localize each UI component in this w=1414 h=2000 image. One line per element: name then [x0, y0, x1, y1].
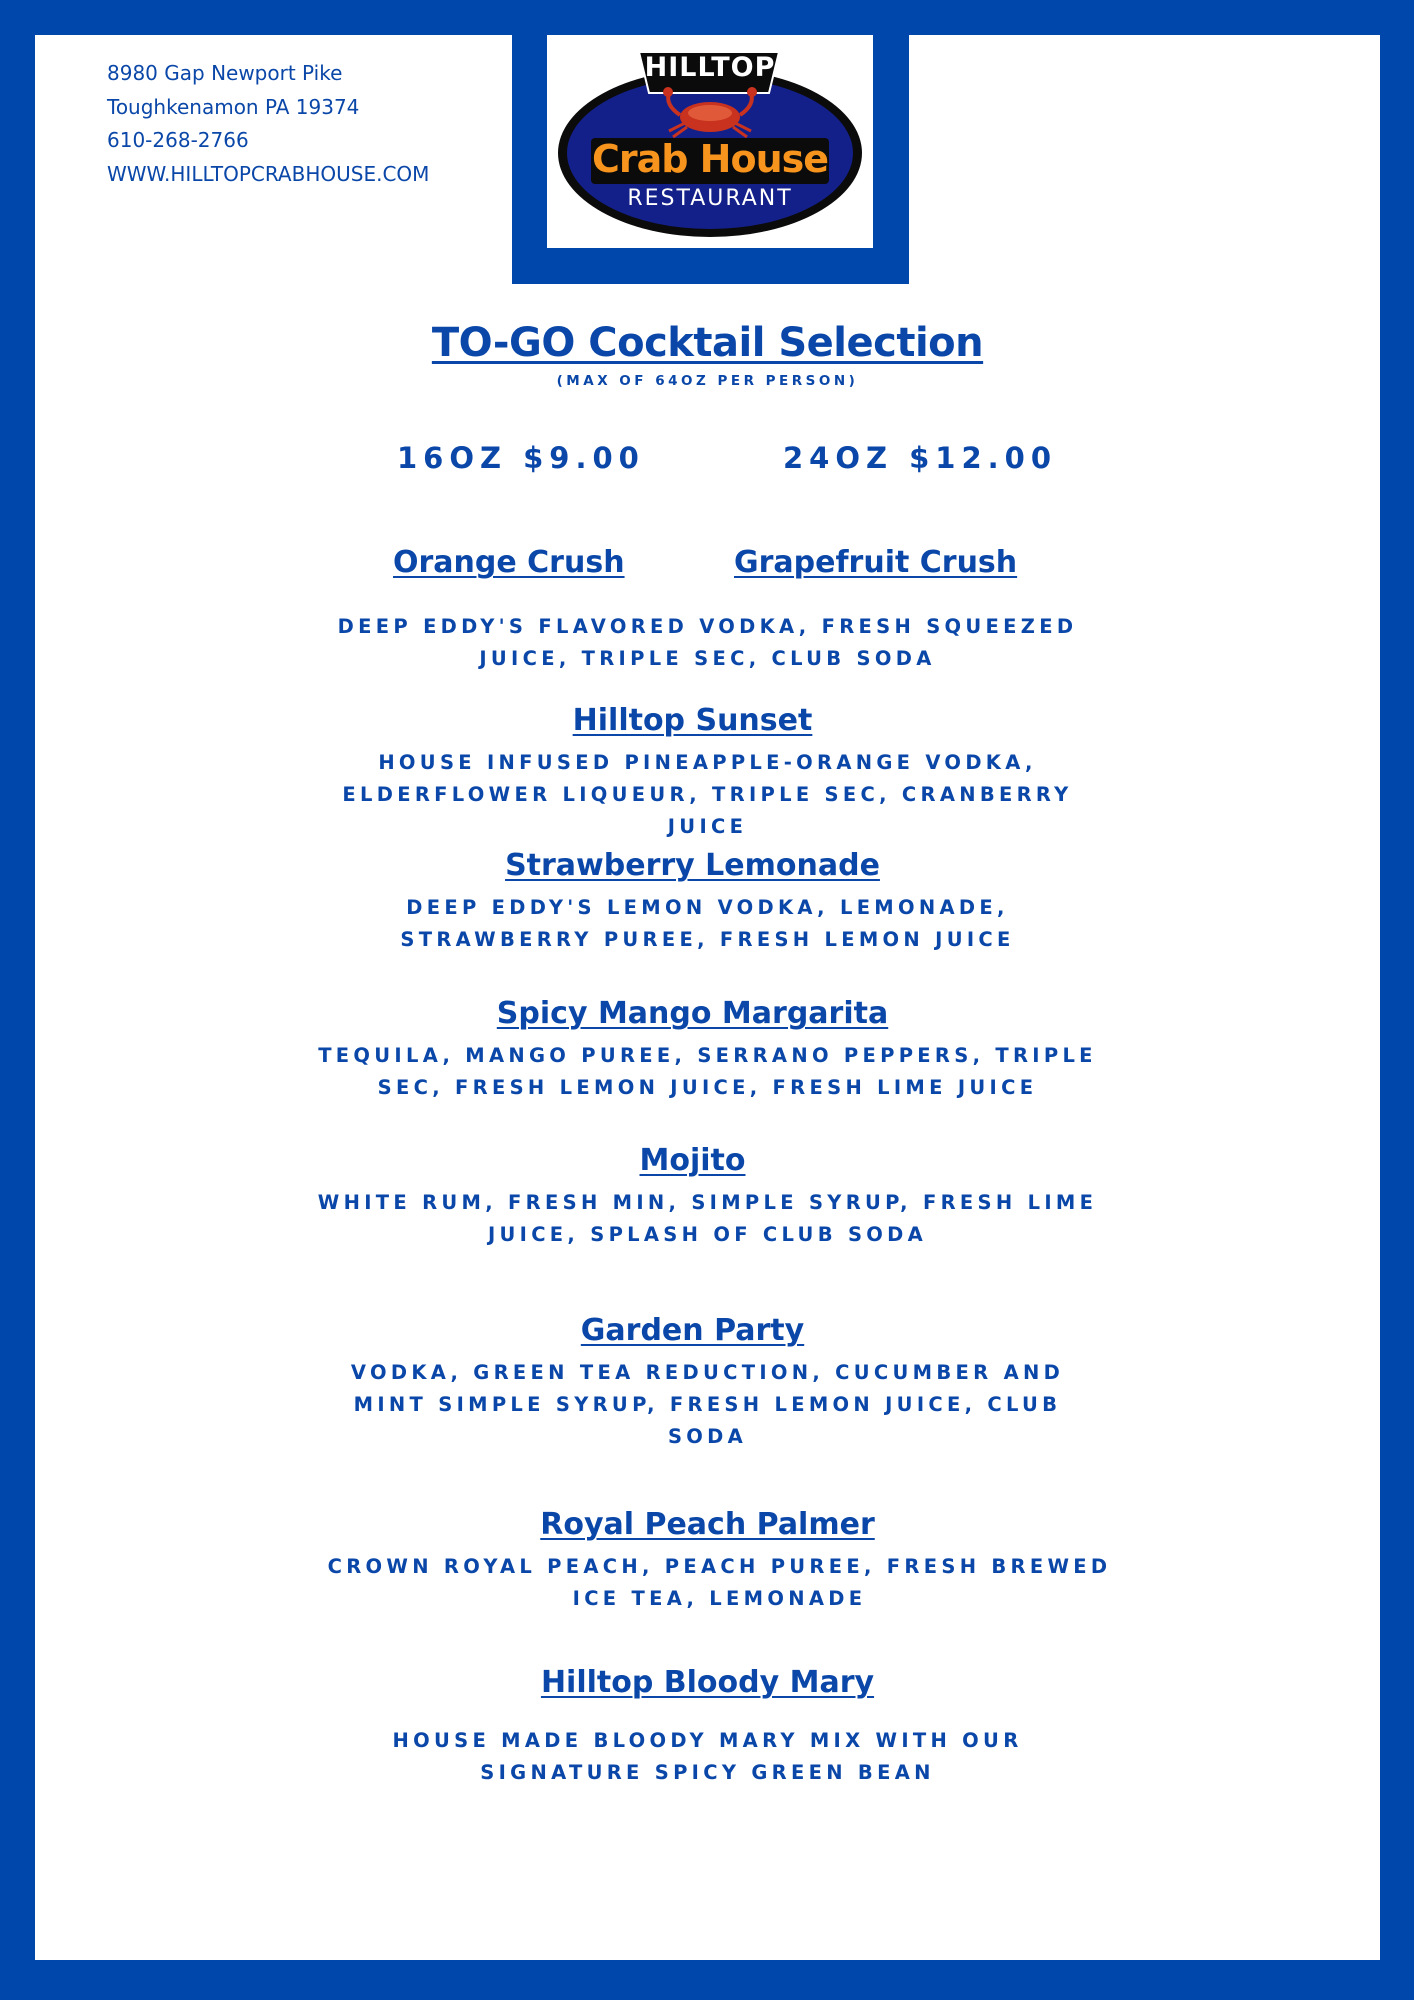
address-line-2: Toughkenamon PA 19374	[107, 94, 360, 119]
item-title-orange-crush: Orange Crush	[393, 545, 625, 580]
price-16oz: 16OZ $9.00	[397, 441, 645, 475]
item-royal-peach-palmer	[35, 1507, 1380, 1542]
contact-info	[107, 57, 429, 191]
menu-title: TO-GO Cocktail Selection	[431, 320, 984, 366]
item-hilltop-bloody-mary	[35, 1665, 1380, 1700]
restaurant-logo	[547, 35, 873, 248]
desc-line: TEQUILA, MANGO PUREE, SERRANO PEPPERS, TRIPLE	[318, 1044, 1097, 1067]
desc-line: HOUSE INFUSED PINEAPPLE-ORANGE VODKA,	[378, 751, 1037, 774]
desc-line: STRAWBERRY PUREE, FRESH LEMON JUICE	[400, 928, 1015, 951]
item-desc-spicy-mango-margarita	[35, 1040, 1380, 1104]
item-title-royal-peach-palmer: Royal Peach Palmer	[540, 1507, 875, 1542]
desc-line: DEEP EDDY'S FLAVORED VODKA, FRESH SQUEEZED	[337, 615, 1078, 638]
item-desc-crush	[35, 611, 1380, 675]
item-title-grapefruit-crush: Grapefruit Crush	[734, 545, 1018, 580]
phone-number[interactable]: 610-268-2766	[107, 128, 249, 152]
desc-line: JUICE, TRIPLE SEC, CLUB SODA	[479, 647, 936, 670]
item-spicy-mango-margarita	[20, 996, 1365, 1031]
price-24oz: 24OZ $12.00	[783, 441, 1058, 475]
item-desc-mojito	[35, 1187, 1380, 1251]
logo-bottom-text: RESTAURANT	[627, 186, 793, 211]
desc-line: HOUSE MADE BLOODY MARY MIX WITH OUR	[392, 1729, 1023, 1752]
address-line-1: 8980 Gap Newport Pike	[107, 61, 343, 85]
item-title-hilltop-sunset: Hilltop Sunset	[572, 703, 813, 738]
item-desc-garden-party	[35, 1357, 1380, 1453]
item-garden-party	[20, 1313, 1365, 1348]
desc-line: DEEP EDDY'S LEMON VODKA, LEMONADE,	[406, 896, 1009, 919]
desc-line: ELDERFLOWER LIQUEUR, TRIPLE SEC, CRANBERRY	[342, 783, 1073, 806]
logo-main-text: Crab House	[591, 137, 829, 181]
item-desc-royal-peach-palmer	[47, 1551, 1392, 1615]
desc-line: VODKA, GREEN TEA REDUCTION, CUCUMBER AND	[350, 1361, 1065, 1384]
desc-line: JUICE	[667, 815, 748, 838]
item-title-mojito: Mojito	[639, 1143, 746, 1178]
item-title-spicy-mango-margarita: Spicy Mango Margarita	[496, 996, 889, 1031]
desc-line: CROWN ROYAL PEACH, PEACH PUREE, FRESH BREWED	[327, 1555, 1112, 1578]
desc-line: MINT SIMPLE SYRUP, FRESH LEMON JUICE, CLUB	[353, 1393, 1062, 1416]
item-title-hilltop-bloody-mary: Hilltop Bloody Mary	[540, 1665, 875, 1700]
desc-line: SEC, FRESH LEMON JUICE, FRESH LIME JUICE	[377, 1076, 1038, 1099]
item-hilltop-sunset	[20, 703, 1365, 738]
item-desc-strawberry-lemonade	[35, 892, 1380, 956]
item-mojito	[20, 1143, 1365, 1178]
item-strawberry-lemonade	[20, 848, 1365, 883]
menu-page	[35, 35, 1380, 1960]
item-title-garden-party: Garden Party	[580, 1313, 805, 1348]
website-link[interactable]: WWW.HILLTOPCRABHOUSE.COM	[107, 161, 430, 186]
desc-line: JUICE, SPLASH OF CLUB SODA	[487, 1223, 928, 1246]
item-title-strawberry-lemonade: Strawberry Lemonade	[505, 848, 880, 883]
desc-line: WHITE RUM, FRESH MIN, SIMPLE SYRUP, FRESH LIME	[317, 1191, 1098, 1214]
item-desc-hilltop-bloody-mary	[35, 1725, 1380, 1789]
desc-line: SODA	[667, 1425, 748, 1448]
desc-line: ICE TEA, LEMONADE	[572, 1587, 867, 1610]
item-desc-hilltop-sunset	[35, 747, 1380, 843]
desc-line: SIGNATURE SPICY GREEN BEAN	[480, 1761, 935, 1784]
logo-frame	[512, 35, 909, 284]
menu-subtitle: (MAX OF 64OZ PER PERSON)	[556, 373, 859, 389]
logo-top-text: HILLTOP	[644, 52, 776, 83]
